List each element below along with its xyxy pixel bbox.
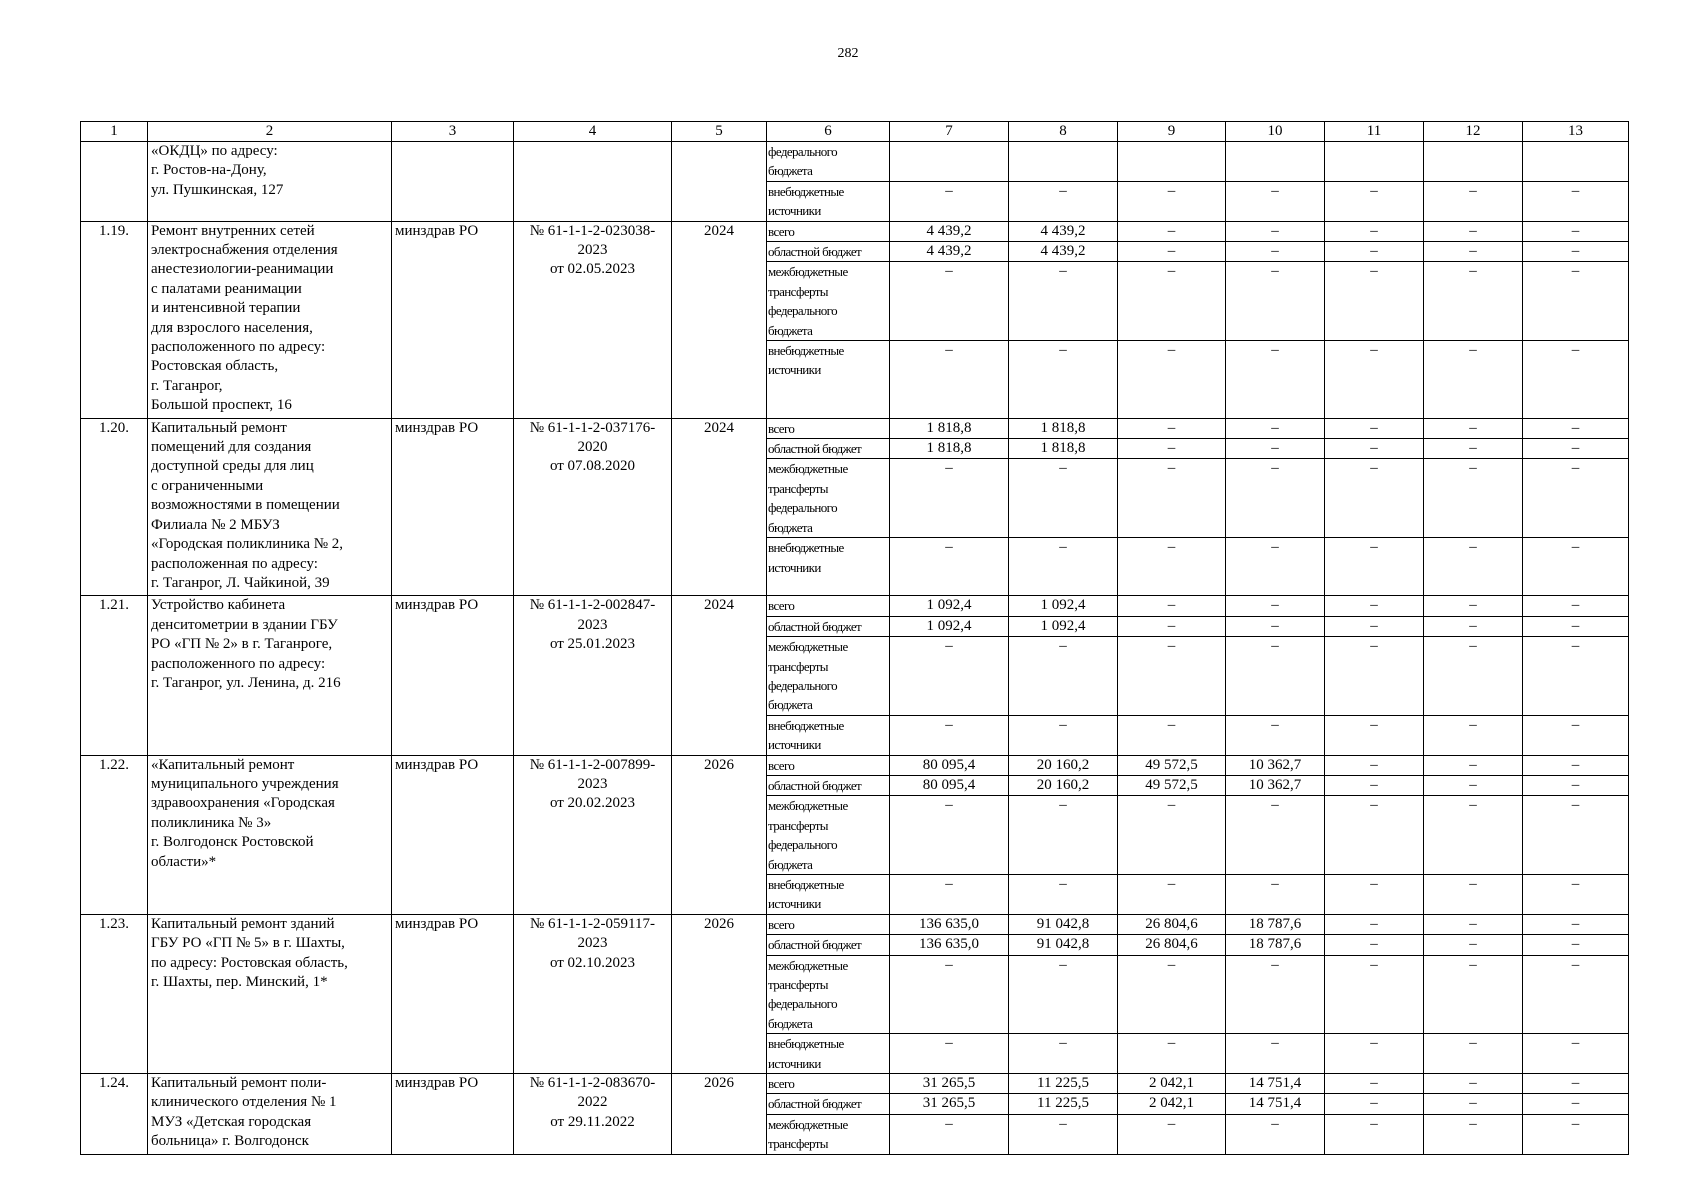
- amount-cell: –: [1424, 755, 1523, 775]
- amount-cell: –: [1424, 221, 1523, 241]
- amount-cell: 26 804,6: [1118, 935, 1226, 955]
- entry-agency: минздрав РО: [392, 596, 514, 755]
- amount-cell: –: [1424, 874, 1523, 914]
- amount-cell: –: [1118, 874, 1226, 914]
- funding-source: внебюджетные источники: [767, 538, 890, 596]
- amount-cell: –: [1226, 955, 1325, 1034]
- amount-cell: –: [1523, 459, 1629, 538]
- amount-cell: –: [890, 181, 1009, 221]
- amount-cell: –: [1325, 1074, 1424, 1094]
- amount-cell: –: [1118, 955, 1226, 1034]
- amount-cell: 26 804,6: [1118, 914, 1226, 934]
- entry-number: [81, 142, 148, 222]
- amount-cell: –: [1118, 637, 1226, 716]
- amount-cell: [1523, 142, 1629, 182]
- amount-cell: [1325, 142, 1424, 182]
- amount-cell: –: [1226, 874, 1325, 914]
- amount-cell: 80 095,4: [890, 775, 1009, 795]
- amount-cell: –: [1009, 1114, 1118, 1154]
- amount-cell: –: [1424, 935, 1523, 955]
- amount-cell: –: [1009, 874, 1118, 914]
- amount-cell: 31 265,5: [890, 1074, 1009, 1094]
- amount-cell: –: [1118, 1034, 1226, 1074]
- amount-cell: –: [890, 796, 1009, 875]
- amount-cell: –: [1118, 538, 1226, 596]
- funding-source: областной бюджет: [767, 935, 890, 955]
- amount-cell: –: [1118, 596, 1226, 616]
- amount-cell: –: [1424, 181, 1523, 221]
- header-cell: 5: [672, 122, 767, 142]
- budget-table: [80, 121, 1629, 1155]
- funding-source: межбюджетные трансферты федерального бюджета: [767, 637, 890, 716]
- funding-source: областной бюджет: [767, 439, 890, 459]
- entry-year: 2026: [672, 914, 767, 1073]
- amount-cell: 31 265,5: [890, 1094, 1009, 1114]
- amount-cell: –: [1325, 874, 1424, 914]
- amount-cell: 49 572,5: [1118, 775, 1226, 795]
- amount-cell: –: [1325, 181, 1424, 221]
- amount-cell: 20 160,2: [1009, 775, 1118, 795]
- amount-cell: –: [1118, 242, 1226, 262]
- amount-cell: 1 818,8: [890, 439, 1009, 459]
- entry-description: Капитальный ремонт поли- клинического отделения № 1 МУЗ «Детская городская больница» г. Волгодонск: [148, 1074, 392, 1155]
- funding-source: межбюджетные трансферты федерального бюджета: [767, 955, 890, 1034]
- entry-number: 1.24.: [81, 1074, 148, 1155]
- amount-cell: –: [1226, 715, 1325, 755]
- amount-cell: –: [1523, 538, 1629, 596]
- amount-cell: –: [1424, 616, 1523, 636]
- amount-cell: 2 042,1: [1118, 1074, 1226, 1094]
- page-number: 282: [837, 46, 859, 61]
- header-cell: 1: [81, 122, 148, 142]
- amount-cell: –: [1325, 538, 1424, 596]
- amount-cell: 1 818,8: [890, 418, 1009, 438]
- amount-cell: –: [1523, 221, 1629, 241]
- amount-cell: –: [1118, 616, 1226, 636]
- funding-source: межбюджетные трансферты федерального бюджета: [767, 459, 890, 538]
- entry-description: Капитальный ремонт зданий ГБУ РО «ГП № 5» в г. Шахты, по адресу: Ростовская область, г. Шахты, пер. Минский, 1*: [148, 914, 392, 1073]
- amount-cell: 4 439,2: [890, 242, 1009, 262]
- funding-source: областной бюджет: [767, 616, 890, 636]
- amount-cell: –: [1226, 242, 1325, 262]
- amount-cell: –: [1118, 796, 1226, 875]
- amount-cell: 1 092,4: [890, 596, 1009, 616]
- continuation-row: [81, 142, 1629, 182]
- amount-cell: –: [1325, 1034, 1424, 1074]
- amount-cell: –: [890, 874, 1009, 914]
- amount-cell: –: [1226, 262, 1325, 341]
- entry-document: № 61-1-1-2-059117- 2023 от 02.10.2023: [514, 914, 672, 1073]
- amount-cell: –: [1009, 796, 1118, 875]
- amount-cell: –: [1118, 418, 1226, 438]
- amount-cell: –: [1009, 637, 1118, 716]
- funding-source: всего: [767, 914, 890, 934]
- amount-cell: –: [890, 637, 1009, 716]
- amount-cell: –: [1523, 242, 1629, 262]
- amount-cell: 1 818,8: [1009, 439, 1118, 459]
- amount-cell: –: [1226, 637, 1325, 716]
- entry-row: [81, 1074, 1629, 1094]
- entry-year: 2026: [672, 755, 767, 914]
- amount-cell: –: [1523, 874, 1629, 914]
- entry-year: 2024: [672, 418, 767, 596]
- entry-row: [81, 914, 1629, 934]
- funding-source: областной бюджет: [767, 242, 890, 262]
- amount-cell: –: [1424, 418, 1523, 438]
- amount-cell: –: [1009, 955, 1118, 1034]
- amount-cell: [1226, 142, 1325, 182]
- header-cell: 12: [1424, 122, 1523, 142]
- funding-source: областной бюджет: [767, 775, 890, 795]
- amount-cell: –: [1118, 459, 1226, 538]
- amount-cell: [1009, 142, 1118, 182]
- amount-cell: –: [1009, 538, 1118, 596]
- amount-cell: 91 042,8: [1009, 935, 1118, 955]
- entry-number: 1.19.: [81, 221, 148, 418]
- amount-cell: 1 092,4: [1009, 616, 1118, 636]
- entry-description: Устройство кабинета денситометрии в здании ГБУ РО «ГП № 2» в г. Таганроге, расположенного по адресу: г. Таганрог, ул. Ленина, д. 216: [148, 596, 392, 755]
- amount-cell: –: [1523, 596, 1629, 616]
- amount-cell: –: [1523, 1074, 1629, 1094]
- header-cell: 7: [890, 122, 1009, 142]
- amount-cell: 4 439,2: [1009, 221, 1118, 241]
- entry-agency: минздрав РО: [392, 1074, 514, 1155]
- funding-source: внебюджетные источники: [767, 1034, 890, 1074]
- entry-description: «ОКДЦ» по адресу: г. Ростов-на-Дону, ул. Пушкинская, 127: [148, 142, 392, 222]
- entry-document: № 61-1-1-2-083670- 2022 от 29.11.2022: [514, 1074, 672, 1155]
- amount-cell: 1 092,4: [890, 616, 1009, 636]
- amount-cell: –: [1424, 538, 1523, 596]
- amount-cell: –: [1523, 418, 1629, 438]
- amount-cell: –: [1118, 1114, 1226, 1154]
- amount-cell: –: [1523, 935, 1629, 955]
- header-cell: 13: [1523, 122, 1629, 142]
- funding-source: всего: [767, 418, 890, 438]
- header-cell: 11: [1325, 122, 1424, 142]
- amount-cell: –: [1424, 341, 1523, 419]
- amount-cell: –: [1424, 459, 1523, 538]
- funding-source: внебюджетные источники: [767, 341, 890, 419]
- entry-number: 1.22.: [81, 755, 148, 914]
- amount-cell: –: [1226, 221, 1325, 241]
- amount-cell: 18 787,6: [1226, 914, 1325, 934]
- amount-cell: –: [1523, 715, 1629, 755]
- amount-cell: 4 439,2: [1009, 242, 1118, 262]
- amount-cell: –: [890, 459, 1009, 538]
- entry-number: 1.23.: [81, 914, 148, 1073]
- amount-cell: –: [1226, 796, 1325, 875]
- amount-cell: –: [1325, 796, 1424, 875]
- amount-cell: –: [1325, 715, 1424, 755]
- amount-cell: –: [1118, 262, 1226, 341]
- amount-cell: –: [1325, 955, 1424, 1034]
- amount-cell: –: [890, 341, 1009, 419]
- amount-cell: –: [1009, 181, 1118, 221]
- entry-row: [81, 221, 1629, 241]
- amount-cell: –: [1325, 221, 1424, 241]
- amount-cell: 1 092,4: [1009, 596, 1118, 616]
- amount-cell: –: [1523, 775, 1629, 795]
- entry-year: [672, 142, 767, 222]
- entry-document: № 61-1-1-2-002847- 2023 от 25.01.2023: [514, 596, 672, 755]
- amount-cell: –: [1118, 181, 1226, 221]
- amount-cell: –: [1226, 418, 1325, 438]
- amount-cell: –: [1325, 914, 1424, 934]
- amount-cell: –: [1325, 616, 1424, 636]
- entry-year: 2026: [672, 1074, 767, 1155]
- amount-cell: –: [1424, 439, 1523, 459]
- amount-cell: 14 751,4: [1226, 1074, 1325, 1094]
- amount-cell: –: [1424, 262, 1523, 341]
- entry-agency: минздрав РО: [392, 418, 514, 596]
- entry-row: [81, 418, 1629, 438]
- amount-cell: 4 439,2: [890, 221, 1009, 241]
- amount-cell: –: [1424, 1094, 1523, 1114]
- funding-source: областной бюджет: [767, 1094, 890, 1114]
- entry-agency: [392, 142, 514, 222]
- amount-cell: 2 042,1: [1118, 1094, 1226, 1114]
- amount-cell: –: [1424, 955, 1523, 1034]
- amount-cell: –: [1226, 459, 1325, 538]
- amount-cell: –: [1226, 596, 1325, 616]
- amount-cell: –: [1325, 1114, 1424, 1154]
- amount-cell: [1424, 142, 1523, 182]
- amount-cell: 80 095,4: [890, 755, 1009, 775]
- amount-cell: –: [1226, 181, 1325, 221]
- amount-cell: –: [1226, 439, 1325, 459]
- amount-cell: 49 572,5: [1118, 755, 1226, 775]
- amount-cell: –: [1009, 262, 1118, 341]
- amount-cell: –: [1424, 715, 1523, 755]
- amount-cell: –: [1118, 439, 1226, 459]
- entry-description: «Капитальный ремонт муниципального учреждения здравоохранения «Городская поликлиника № 3» г. Волгодонск Ростовской области»*: [148, 755, 392, 914]
- amount-cell: 1 818,8: [1009, 418, 1118, 438]
- entry-description: Ремонт внутренних сетей электроснабжения отделения анестезиологии-реанимации с палатами реанимации и интенсивной терапии для взрослого населения, расположенного по адресу: Ростовская область, г. Таганрог, Большой проспект, 16: [148, 221, 392, 418]
- amount-cell: 11 225,5: [1009, 1094, 1118, 1114]
- amount-cell: –: [1424, 1074, 1523, 1094]
- entry-document: № 61-1-1-2-007899- 2023 от 20.02.2023: [514, 755, 672, 914]
- amount-cell: –: [890, 1034, 1009, 1074]
- amount-cell: –: [1009, 715, 1118, 755]
- funding-source: всего: [767, 755, 890, 775]
- amount-cell: –: [1424, 1114, 1523, 1154]
- funding-source: всего: [767, 1074, 890, 1094]
- entry-document: [514, 142, 672, 222]
- amount-cell: –: [1523, 1034, 1629, 1074]
- amount-cell: 20 160,2: [1009, 755, 1118, 775]
- amount-cell: 10 362,7: [1226, 755, 1325, 775]
- amount-cell: 136 635,0: [890, 914, 1009, 934]
- header-row: [81, 122, 1629, 142]
- amount-cell: –: [1325, 242, 1424, 262]
- amount-cell: –: [1523, 181, 1629, 221]
- entry-number: 1.20.: [81, 418, 148, 596]
- amount-cell: –: [1523, 262, 1629, 341]
- funding-source: внебюджетные источники: [767, 715, 890, 755]
- amount-cell: –: [1325, 935, 1424, 955]
- header-cell: 6: [767, 122, 890, 142]
- amount-cell: –: [1523, 1114, 1629, 1154]
- funding-source: межбюджетные трансферты: [767, 1114, 890, 1154]
- entry-agency: минздрав РО: [392, 755, 514, 914]
- amount-cell: –: [1325, 637, 1424, 716]
- amount-cell: 18 787,6: [1226, 935, 1325, 955]
- amount-cell: –: [1523, 616, 1629, 636]
- entry-agency: минздрав РО: [392, 914, 514, 1073]
- amount-cell: –: [1325, 1094, 1424, 1114]
- amount-cell: –: [1226, 616, 1325, 636]
- funding-source: всего: [767, 221, 890, 241]
- amount-cell: –: [890, 262, 1009, 341]
- amount-cell: –: [1118, 221, 1226, 241]
- amount-cell: –: [1009, 1034, 1118, 1074]
- amount-cell: –: [1523, 955, 1629, 1034]
- entry-number: 1.21.: [81, 596, 148, 755]
- amount-cell: –: [1424, 242, 1523, 262]
- entry-row: [81, 755, 1629, 775]
- funding-source: внебюджетные источники: [767, 874, 890, 914]
- amount-cell: –: [1325, 341, 1424, 419]
- amount-cell: 11 225,5: [1009, 1074, 1118, 1094]
- funding-source: межбюджетные трансферты федерального бюджета: [767, 262, 890, 341]
- amount-cell: –: [890, 715, 1009, 755]
- funding-source: федерального бюджета: [767, 142, 890, 182]
- amount-cell: –: [1226, 538, 1325, 596]
- funding-source: внебюджетные источники: [767, 181, 890, 221]
- amount-cell: –: [1226, 341, 1325, 419]
- entry-document: № 61-1-1-2-037176- 2020 от 07.08.2020: [514, 418, 672, 596]
- funding-source: межбюджетные трансферты федерального бюджета: [767, 796, 890, 875]
- amount-cell: –: [1424, 637, 1523, 716]
- amount-cell: –: [1118, 341, 1226, 419]
- header-cell: 9: [1118, 122, 1226, 142]
- amount-cell: –: [1325, 262, 1424, 341]
- amount-cell: –: [1226, 1114, 1325, 1154]
- amount-cell: 10 362,7: [1226, 775, 1325, 795]
- amount-cell: –: [1523, 439, 1629, 459]
- amount-cell: –: [1523, 1094, 1629, 1114]
- entry-agency: минздрав РО: [392, 221, 514, 418]
- amount-cell: –: [1325, 459, 1424, 538]
- amount-cell: –: [1118, 715, 1226, 755]
- amount-cell: –: [890, 538, 1009, 596]
- funding-source: всего: [767, 596, 890, 616]
- amount-cell: –: [1009, 341, 1118, 419]
- amount-cell: –: [1325, 596, 1424, 616]
- header-cell: 3: [392, 122, 514, 142]
- amount-cell: –: [890, 955, 1009, 1034]
- entry-row: [81, 596, 1629, 616]
- amount-cell: –: [1325, 755, 1424, 775]
- header-cell: 2: [148, 122, 392, 142]
- amount-cell: –: [1325, 775, 1424, 795]
- amount-cell: –: [1523, 755, 1629, 775]
- amount-cell: 14 751,4: [1226, 1094, 1325, 1114]
- header-cell: 10: [1226, 122, 1325, 142]
- header-cell: 4: [514, 122, 672, 142]
- amount-cell: –: [1523, 341, 1629, 419]
- entry-year: 2024: [672, 221, 767, 418]
- amount-cell: –: [1424, 914, 1523, 934]
- header-cell: 8: [1009, 122, 1118, 142]
- amount-cell: –: [1523, 637, 1629, 716]
- amount-cell: –: [890, 1114, 1009, 1154]
- amount-cell: –: [1523, 796, 1629, 875]
- amount-cell: –: [1009, 459, 1118, 538]
- entry-year: 2024: [672, 596, 767, 755]
- amount-cell: –: [1424, 596, 1523, 616]
- amount-cell: –: [1226, 1034, 1325, 1074]
- amount-cell: [1118, 142, 1226, 182]
- amount-cell: –: [1523, 914, 1629, 934]
- amount-cell: –: [1325, 439, 1424, 459]
- amount-cell: [890, 142, 1009, 182]
- amount-cell: 136 635,0: [890, 935, 1009, 955]
- amount-cell: –: [1424, 796, 1523, 875]
- amount-cell: –: [1424, 775, 1523, 795]
- amount-cell: –: [1325, 418, 1424, 438]
- entry-description: Капитальный ремонт помещений для создания доступной среды для лиц с ограниченными возможностями в помещении Филиала № 2 МБУЗ «Городская поликлиника № 2, расположенная по адресу: г. Таганрог, Л. Чайкиной, 39: [148, 418, 392, 596]
- amount-cell: 91 042,8: [1009, 914, 1118, 934]
- amount-cell: –: [1424, 1034, 1523, 1074]
- entry-document: № 61-1-1-2-023038- 2023 от 02.05.2023: [514, 221, 672, 418]
